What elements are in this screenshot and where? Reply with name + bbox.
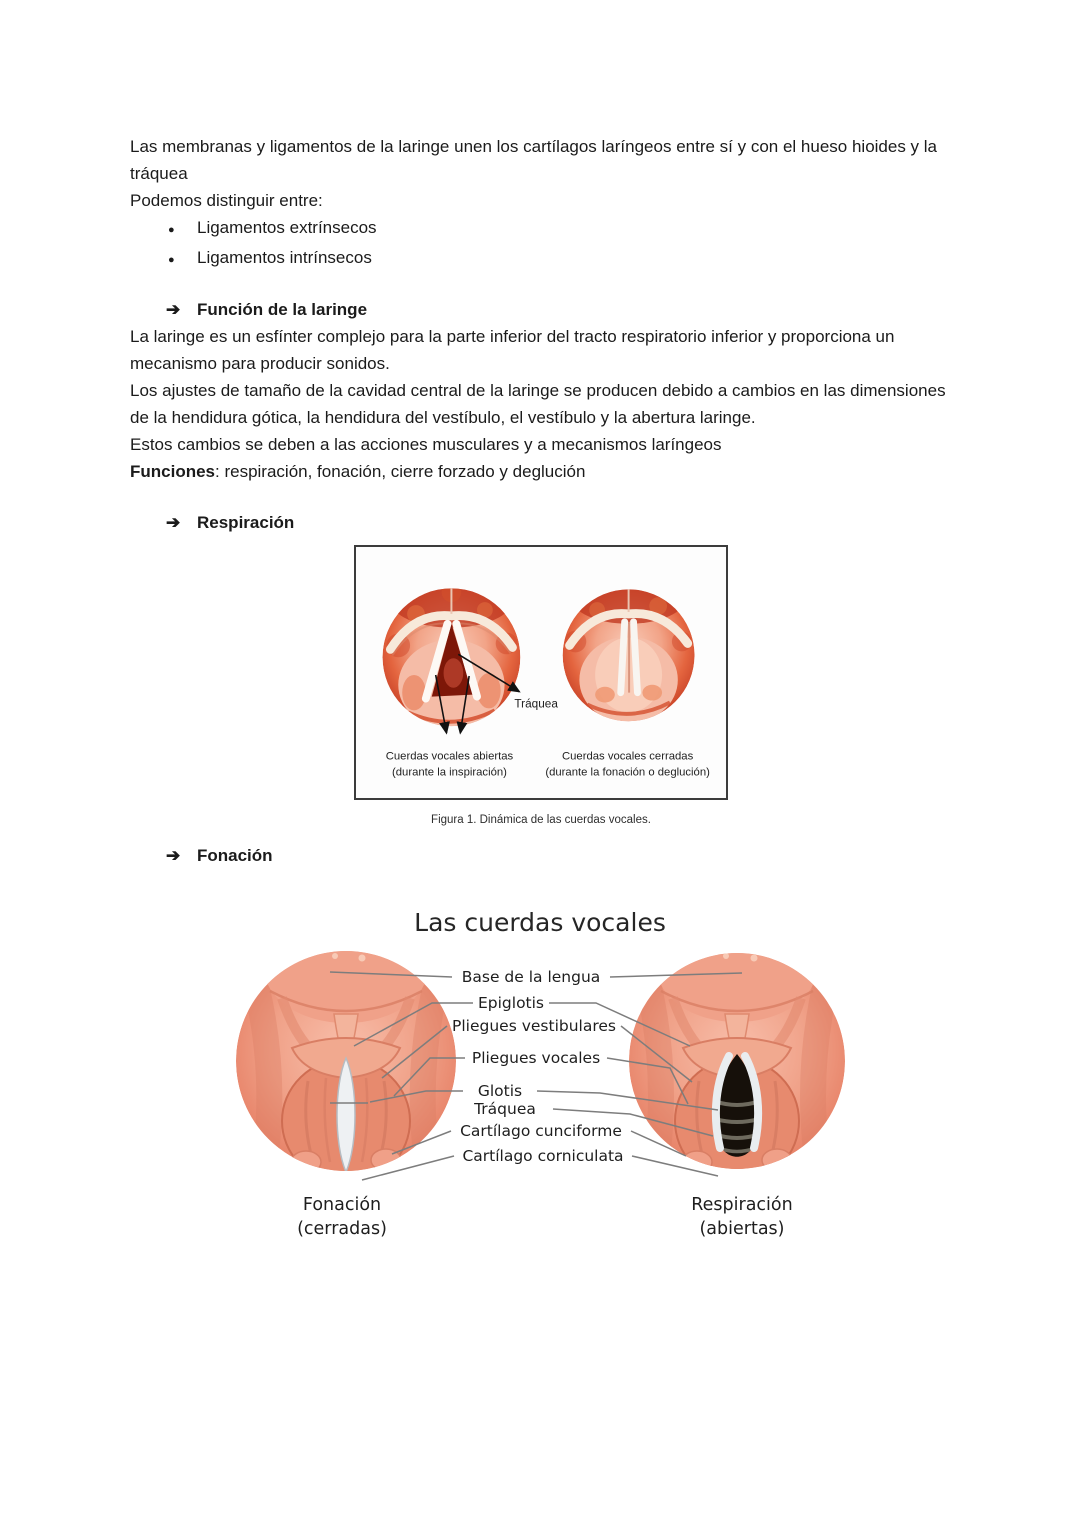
list-item — [130, 244, 952, 274]
caption-fonacion-line2: (cerradas) — [297, 1219, 387, 1239]
traquea-label: Tráquea — [514, 696, 558, 711]
label-traquea: Tráquea — [474, 1100, 536, 1118]
label-cartilago-corniculata: Cartílago corniculata — [462, 1147, 624, 1165]
open-cords-caption-line2: (durante la inspiración) — [391, 766, 507, 779]
respiration-open-drawing — [629, 914, 845, 1192]
caption-respiracion-line2: (abiertas) — [699, 1219, 785, 1239]
heading-label: Función de la laringe — [197, 300, 368, 319]
caption-respiracion-line1: Respiración — [691, 1195, 793, 1215]
labelled-vocal-cords-illustration — [130, 896, 950, 1248]
document-content — [130, 133, 952, 1248]
bullet-icon: ● — [168, 224, 175, 236]
arrow-bullet-icon: ➔ — [166, 300, 181, 319]
heading-fonacion — [130, 842, 952, 869]
open-vocal-cords-drawing — [383, 573, 521, 732]
label-base-de-la-lengua: Base de la lengua — [461, 968, 601, 986]
open-cords-caption-line1: Cuerdas vocales abiertas — [385, 750, 514, 763]
caption-respiracion — [691, 1193, 792, 1241]
list-item-label: Ligamentos intrínsecos — [197, 248, 372, 267]
closed-vocal-cords-drawing — [563, 573, 695, 724]
bullet-icon: ● — [168, 254, 175, 266]
label-glotis: Glotis — [477, 1082, 523, 1100]
phonation-closed-drawing — [236, 913, 456, 1196]
heading-label: Fonación — [197, 846, 273, 865]
heading-label: Respiración — [197, 513, 295, 532]
closed-cords-caption-line1: Cuerdas vocales cerradas — [562, 750, 694, 763]
list-item — [130, 214, 952, 244]
funciones-list: : respiración, fonación, cierre forzado y deglución — [215, 462, 586, 481]
body-paragraph: La laringe es un esfínter complejo para la parte inferior del tracto respiratorio inferior y proporciona un mecanismo para producir sonidos. — [130, 327, 895, 373]
figure2-vocal-cords — [130, 896, 950, 1248]
funciones-line — [130, 458, 952, 485]
figure1-box — [354, 545, 728, 800]
list-item-label: Ligamentos extrínsecos — [197, 218, 377, 237]
arrow-bullet-icon: ➔ — [166, 846, 181, 865]
label-cartilago-cunciforme: Cartílago cunciforme — [460, 1122, 622, 1140]
intro-paragraph: Las membranas y ligamentos de la laringe unen los cartílagos laríngeos entre sí y con el hueso hioides y la tráquea — [130, 137, 938, 183]
figure2-title: Las cuerdas vocales — [414, 908, 666, 937]
heading-funcion-de-la-laringe — [130, 296, 952, 323]
funciones-term: Funciones — [130, 462, 216, 481]
caption-fonacion — [297, 1193, 387, 1241]
closed-cords-caption-line2: (durante la fonación o deglución) — [545, 766, 710, 779]
heading-respiracion — [130, 509, 952, 536]
figure1-caption: Figura 1. Dinámica de las cuerdas vocales. — [431, 814, 651, 826]
body-paragraph: Estos cambios se deben a las acciones musculares y a mecanismos laríngeos — [130, 435, 722, 454]
label-epiglotis: Epiglotis — [477, 994, 545, 1012]
caption-fonacion-line1: Fonación — [302, 1195, 382, 1215]
intro-lead-in: Podemos distinguir entre: — [130, 191, 323, 210]
label-pliegues-vestibulares: Pliegues vestibulares — [452, 1017, 616, 1035]
body-paragraph: Los ajustes de tamaño de la cavidad central de la laringe se producen debido a cambios en las dimensiones de la hendidura gótica, la hendidura del vestíbulo, el vestíbulo y la abertura laringe. — [130, 381, 946, 427]
vocal-cords-dynamics-illustration — [356, 547, 726, 798]
arrow-bullet-icon: ➔ — [166, 513, 181, 532]
label-pliegues-vocales: Pliegues vocales — [471, 1049, 601, 1067]
